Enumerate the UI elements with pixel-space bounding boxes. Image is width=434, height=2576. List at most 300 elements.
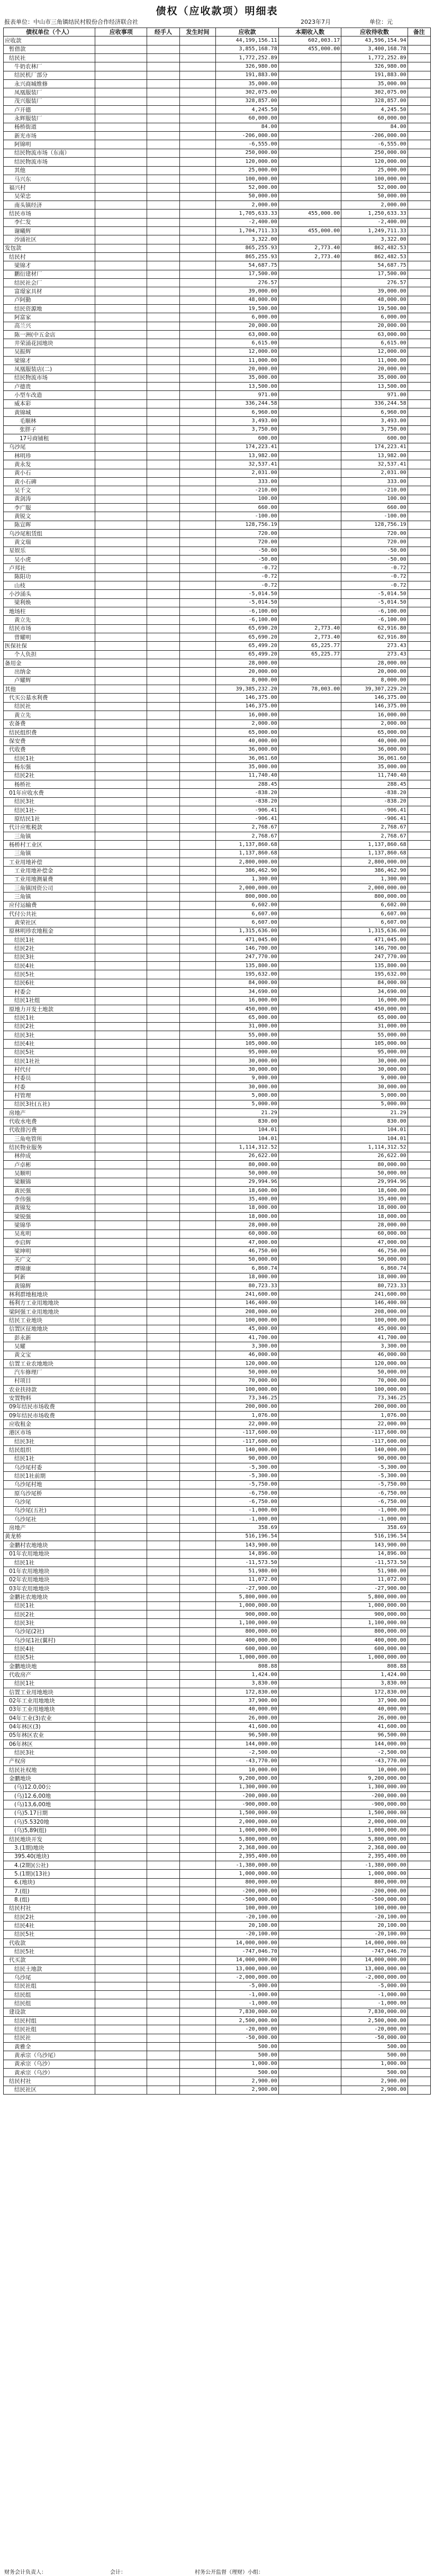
cell-date [179,1394,215,1403]
cell-receivable: 660.00 [216,503,279,512]
cell-unit: 信置工业农地地块 [4,1359,95,1368]
cell-item [95,944,147,953]
cell-outstanding: 302,075.00 [341,88,408,97]
cell-remark [408,1385,430,1394]
cell-received: 455,000.00 [278,226,341,235]
cell-unit: 结民1社前期 [4,1472,95,1480]
cell-outstanding: 20,000.00 [341,322,408,330]
cell-outstanding: -1,000.00 [341,1991,408,1999]
cell-receivable: 14,896.00 [216,1550,279,1558]
table-row [4,357,431,365]
cell-receivable: 20,100.00 [216,1922,279,1930]
cell-outstanding: 120,000.00 [341,1359,408,1368]
cell-date [179,1143,215,1152]
cell-item [95,1082,147,1091]
cell-outstanding: 273.43 [341,642,408,650]
cell-unit: 结民4社 [4,1040,95,1048]
cell-receivable: 208,000.00 [216,1307,279,1316]
cell-received [278,745,341,754]
cell-item [95,745,147,754]
cell-date [179,1437,215,1446]
cell-outstanding: 13,000,000.00 [341,1965,408,1973]
cell-outstanding: 172,830.00 [341,1688,408,1697]
cell-receivable: 54,687.75 [216,261,279,270]
cell-receivable: 1,000,000.00 [216,1653,279,1662]
table-row [4,296,431,304]
cell-outstanding: -838.20 [341,789,408,797]
table-row [4,1255,431,1264]
cell-item [95,789,147,797]
cell-remark [408,1887,430,1895]
cell-received [278,434,341,443]
cell-receivable: 84.00 [216,123,279,131]
cell-handler [147,1195,180,1204]
cell-handler [147,503,180,512]
cell-receivable: 80,000.00 [216,1161,279,1169]
cell-date [179,1247,215,1255]
table-row [4,1428,431,1437]
cell-receivable: -2,500.00 [216,1749,279,1757]
cell-receivable: 51,980.00 [216,1567,279,1576]
cell-date [179,391,215,399]
cell-handler [147,988,180,996]
cell-received [278,1213,341,1221]
cell-received [278,1887,341,1895]
cell-remark [408,1187,430,1195]
cell-remark [408,1818,430,1826]
cell-remark [408,1662,430,1670]
cell-handler [147,1126,180,1134]
cell-outstanding: 1,000,000.00 [341,1826,408,1835]
cell-handler [147,1005,180,1013]
table-row [4,867,431,875]
table-row [4,1005,431,1013]
cell-received [278,1826,341,1835]
cell-handler [147,1532,180,1541]
cell-receivable: 41,600.00 [216,1723,279,1731]
table-row [4,1593,431,1601]
cell-handler [147,512,180,521]
cell-remark [408,1333,430,1342]
cell-unit: 结民2社 [4,944,95,953]
cell-handler [147,1022,180,1031]
cell-remark [408,1273,430,1281]
cell-outstanding: 30,000.00 [341,1057,408,1065]
cell-outstanding: 21.29 [341,1108,408,1117]
cell-handler [147,832,180,840]
cell-item [95,642,147,650]
cell-receivable: 11,072.00 [216,1576,279,1584]
cell-remark [408,357,430,365]
table-row [4,1524,431,1532]
cell-date [179,1861,215,1869]
cell-date [179,1956,215,1964]
cell-unit: 结民4社 [4,1645,95,1653]
cell-received [278,823,341,832]
cell-handler [147,1014,180,1022]
cell-outstanding: 1,249,711.33 [341,226,408,235]
cell-item [95,1930,147,1938]
table-row [4,166,431,175]
cell-date [179,2086,215,2094]
cell-handler [147,1904,180,1913]
cell-received [278,1472,341,1480]
cell-date [179,780,215,788]
cell-outstanding: 62,916.80 [341,633,408,642]
cell-received [278,1057,341,1065]
cell-handler [147,893,180,901]
cell-date [179,1662,215,1670]
cell-unit: 发包款 [4,244,95,252]
table-row [4,2043,431,2051]
cell-received [278,1091,341,1100]
cell-date [179,849,215,858]
cell-remark [408,771,430,780]
table-row [4,1671,431,1679]
cell-received [278,607,341,616]
cell-remark [408,417,430,425]
cell-handler [147,1593,180,1601]
cell-receivable: -6,750.00 [216,1498,279,1506]
cell-remark [408,1394,430,1403]
table-row [4,425,431,434]
cell-receivable: 140,000.00 [216,1446,279,1454]
cell-date [179,1299,215,1307]
cell-item [95,1688,147,1697]
cell-remark [408,815,430,823]
cell-handler [147,598,180,607]
cell-remark [408,2025,430,2034]
cell-unit: 结民村社 [4,1904,95,1913]
cell-item [95,815,147,823]
table-row [4,184,431,192]
cell-receivable: 3,855,168.78 [216,45,279,53]
cell-date [179,720,215,728]
cell-item [95,2051,147,2060]
cell-received [278,1601,341,1610]
cell-outstanding: 600,000.00 [341,1645,408,1653]
cell-handler [147,1766,180,1774]
cell-outstanding: 90,000.00 [341,1454,408,1463]
cell-item [95,901,147,909]
cell-remark [408,365,430,374]
table-row [4,1281,431,1290]
table-row [4,80,431,88]
cell-received [278,1593,341,1601]
cell-outstanding: 39,000.00 [341,287,408,296]
cell-receivable: 358.69 [216,1524,279,1532]
cell-received [278,1204,341,1212]
cell-remark [408,1938,430,1947]
cell-remark [408,875,430,884]
cell-receivable: 1,424.00 [216,1671,279,1679]
cell-received [278,2060,341,2068]
cell-outstanding: 1,137,860.68 [341,841,408,849]
cell-date [179,1870,215,1878]
cell-remark [408,780,430,788]
cell-date [179,331,215,339]
cell-received [278,305,341,313]
cell-item [95,1108,147,1117]
cell-outstanding: 35,000.00 [341,763,408,771]
table-row [4,278,431,287]
cell-remark [408,339,430,348]
cell-received [278,1005,341,1013]
cell-date [179,668,215,676]
cell-date [179,184,215,192]
cell-date [179,1091,215,1100]
cell-received [278,149,341,157]
cell-remark [408,88,430,97]
cell-item [95,1584,147,1592]
cell-handler [147,694,180,702]
cell-received [278,1541,341,1550]
cell-item [95,1965,147,1973]
cell-received [278,1800,341,1809]
cell-received [278,1022,341,1031]
cell-unit: 结民组织费 [4,728,95,736]
cell-unit: 黄剑涛 [4,495,95,503]
cell-outstanding: 104.01 [341,1126,408,1134]
cell-handler [147,2077,180,2086]
cell-item [95,1601,147,1610]
cell-outstanding: -6,555.00 [341,140,408,149]
cell-remark [408,322,430,330]
cell-receivable: 1,000,000.00 [216,1870,279,1878]
cell-received [278,1040,341,1048]
table-row [4,1480,431,1489]
cell-receivable: 288.45 [216,780,279,788]
cell-outstanding: 8,000.00 [341,676,408,685]
cell-outstanding: 2,395,400.00 [341,1852,408,1861]
cell-received [278,97,341,105]
cell-remark [408,1135,430,1143]
cell-received [278,140,341,149]
cell-handler [147,1281,180,1290]
cell-date [179,512,215,521]
cell-outstanding: 200,000.00 [341,1403,408,1411]
cell-date [179,175,215,183]
cell-receivable: 6,607.00 [216,918,279,927]
cell-unit: 01年农用地地块 [4,1550,95,1558]
cell-receivable: -1,380,000.00 [216,1861,279,1869]
table-row [4,1705,431,1714]
cell-outstanding: -500,000.00 [341,1896,408,1904]
cell-received [278,1688,341,1697]
cell-handler [147,685,180,694]
cell-item [95,1645,147,1653]
cell-receivable: 104.01 [216,1135,279,1143]
cell-received [278,1662,341,1670]
cell-item [95,2043,147,2051]
cell-handler [147,1351,180,1359]
cell-outstanding: 95,000.00 [341,1048,408,1057]
cell-date [179,1826,215,1835]
cell-outstanding: 41,700.00 [341,1333,408,1342]
table-row [4,305,431,313]
cell-item [95,1273,147,1281]
cell-date [179,1403,215,1411]
cell-outstanding: -6,750.00 [341,1489,408,1498]
cell-receivable: 63,000.00 [216,331,279,339]
cell-received [278,1973,341,1982]
cell-remark [408,1532,430,1541]
cell-item [95,1247,147,1255]
cell-outstanding: 2,500,000.00 [341,2017,408,2025]
cell-date [179,123,215,131]
cell-receivable: 3,300.00 [216,1342,279,1351]
cell-handler [147,244,180,252]
cell-received [278,469,341,477]
table-row [4,383,431,391]
cell-item [95,1679,147,1688]
cell-outstanding: 128,756.19 [341,521,408,529]
cell-received [278,2017,341,2025]
cell-unit: 结民社区 [4,2086,95,2094]
cell-date [179,1333,215,1342]
cell-unit: 乌沙尾社 [4,1515,95,1524]
cell-remark [408,607,430,616]
cell-received [278,1290,341,1299]
cell-remark [408,1178,430,1186]
table-row [4,512,431,521]
cell-date [179,140,215,149]
cell-unit: 阿富家 [4,313,95,322]
cell-item [95,1472,147,1480]
table-row [4,1887,431,1895]
cell-handler [147,1870,180,1878]
cell-outstanding: 2,768.67 [341,832,408,840]
table-row [4,1117,431,1126]
cell-remark [408,642,430,650]
cell-receivable: -1,000.00 [216,1991,279,1999]
cell-handler [147,1610,180,1618]
table-row [4,970,431,979]
cell-remark [408,1005,430,1013]
cell-receivable: 32,537.41 [216,460,279,469]
cell-remark [408,425,430,434]
cell-receivable: 6,960.00 [216,408,279,417]
cell-unit: 黄锦城 [4,408,95,417]
cell-item [95,797,147,806]
cell-receivable: 7,830,000.00 [216,2008,279,2016]
cell-remark [408,1774,430,1783]
cell-handler [147,1938,180,1947]
cell-receivable: 60,000.00 [216,1230,279,1238]
cell-unit: 代付公共社 [4,910,95,918]
cell-received [278,1576,341,1584]
cell-unit: 结民物流市场 [4,158,95,166]
cell-handler [147,720,180,728]
cell-unit: 工业用地测量费 [4,875,95,884]
cell-handler [147,676,180,685]
cell-receivable: 146,400.00 [216,1299,279,1307]
cell-remark [408,469,430,477]
cell-handler [147,1515,180,1524]
cell-remark [408,988,430,996]
cell-received [278,88,341,97]
table-row [4,607,431,616]
cell-outstanding: 26,622.00 [341,1152,408,1160]
cell-receivable: 865,255.93 [216,244,279,252]
table-row [4,1091,431,1100]
cell-received: 455,000.00 [278,210,341,218]
cell-remark [408,1844,430,1852]
cell-receivable: -500,000.00 [216,1896,279,1904]
cell-received [278,80,341,88]
table-row [4,331,431,339]
cell-date [179,901,215,909]
cell-date [179,1454,215,1463]
cell-received [278,806,341,814]
cell-date [179,357,215,365]
cell-unit: 金鹏地块 [4,1774,95,1783]
cell-remark [408,1731,430,1740]
cell-receivable: 600.00 [216,434,279,443]
cell-unit: 结民3社(五社) [4,1100,95,1108]
cell-unit: 09年结民市场收费 [4,1412,95,1420]
cell-item [95,261,147,270]
cell-outstanding: -210.00 [341,486,408,495]
cell-handler [147,296,180,304]
cell-receivable: 45,000.00 [216,1325,279,1333]
cell-unit: 吴荣忠 [4,192,95,201]
cell-unit: 乌沙尾村委 [4,1463,95,1472]
cell-handler [147,806,180,814]
table-row [4,1619,431,1627]
table-row [4,650,431,659]
cell-item [95,226,147,235]
cell-received [278,1333,341,1342]
cell-handler [147,1679,180,1688]
cell-received: 2,773.40 [278,252,341,261]
cell-received [278,486,341,495]
cell-remark [408,676,430,685]
cell-unit: 应收租金 [4,1420,95,1428]
cell-unit: 新光市场 [4,132,95,140]
cell-item [95,1152,147,1160]
cell-unit: 代计应账税款 [4,823,95,832]
cell-unit: 汽车修理厂 [4,1368,95,1377]
cell-date [179,37,215,45]
cell-unit: 信置区征地地块 [4,1325,95,1333]
cell-unit: 结民物流市场（东南） [4,149,95,157]
cell-unit: 村管理 [4,1091,95,1100]
table-row [4,1662,431,1670]
cell-received [278,1299,341,1307]
cell-date [179,114,215,123]
cell-received [278,62,341,71]
cell-handler [147,1333,180,1342]
cell-received [278,962,341,970]
cell-received [278,408,341,417]
table-row [4,261,431,270]
cell-date [179,1584,215,1592]
cell-handler [147,1671,180,1679]
cell-date [179,278,215,287]
cell-received [278,659,341,668]
cell-received [278,1454,341,1463]
cell-date [179,1904,215,1913]
cell-date [179,1653,215,1662]
cell-outstanding: -5,000.00 [341,1982,408,1990]
cell-outstanding: 2,000.00 [341,201,408,209]
cell-unit: 结民机厂部分 [4,71,95,79]
cell-handler [147,106,180,114]
cell-outstanding: -1,000.00 [341,1999,408,2008]
table-row [4,815,431,823]
cell-received [278,1368,341,1377]
